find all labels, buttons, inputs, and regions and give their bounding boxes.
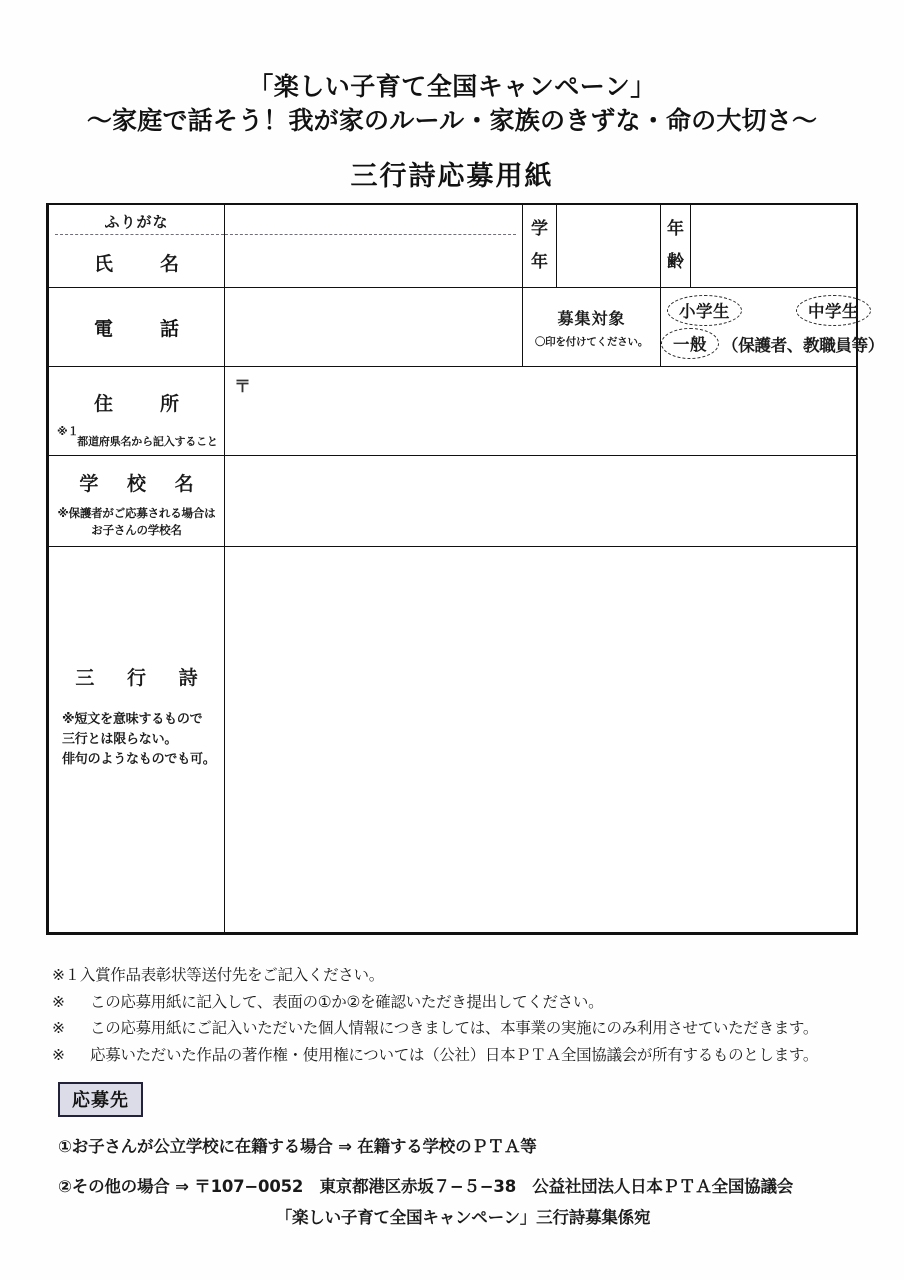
destination-option-2: ②その他の場合 ⇒ 〒107−0052 東京都港区赤坂７−５−38 公益社団法人日本ＰＴＡ全国協議会 [58,1177,794,1196]
grade-label-char-1: 学 [531,218,548,239]
table-row-name [49,205,857,288]
footnote-mark: ※１ [52,966,80,984]
destination-option-1: ①お子さんが公立学校に在籍する場合 ⇒ 在籍する学校のＰＴＡ等 [58,1137,537,1156]
target-option-juniorhigh[interactable]: 中学生 [796,295,871,326]
target-note: 〇印を付けてください。 [534,335,649,348]
name-label: 氏 名 [93,253,193,275]
address-note: 都道府県名から記入すること [77,435,218,448]
footnote-text: 入賞作品表彰状等送付先をご記入ください。 [79,966,384,984]
address-footnote-mark: ※１ [57,425,79,438]
target-options-cell [661,288,885,367]
age-label-cell [661,205,691,288]
target-option-elementary[interactable]: 小学生 [667,295,742,326]
target-option-general-suffix: （保護者、教職員等） [722,335,885,355]
school-note-line-2: お子さんの学校名 [91,523,182,537]
postal-code-icon: 〒 [234,377,251,397]
footnote-text: 応募いただいた作品の著作権・使用権については（公社）日本ＰＴＡ全国協議会が所有するものとします。 [90,1045,819,1064]
target-options-row-2 [661,327,885,360]
destination-section [58,1082,878,1228]
poem-note-line-2: 三行とは限らない。 [62,732,178,748]
target-options-row-1 [661,294,859,327]
name-label-cell [49,205,225,288]
school-input-cell[interactable] [225,456,857,547]
destination-badge: 応募先 [58,1082,143,1117]
poem-input-cell[interactable] [225,547,857,933]
poem-label: 三 行 詩 [75,667,211,689]
furigana-divider-left [55,234,224,235]
campaign-title-line2: 〜家庭で話そう！我が家のルール・家族のきずな・命の大切さ〜 [86,105,818,135]
school-note [49,505,224,538]
poem-label-cell [49,547,225,933]
page-title: 三行詩応募用紙 [350,160,554,192]
age-label-char-2: 齢 [667,252,684,272]
footnote-item [52,1045,872,1064]
table-row-telephone [49,288,857,367]
footnote-mark: ※ [52,1045,65,1064]
address-label-cell [49,367,225,456]
school-note-line-1: ※保護者がご応募される場合は [57,506,216,521]
school-label: 学 校 名 [79,473,205,496]
footnote-item [52,1021,872,1037]
target-label-cell [523,288,661,367]
footnote-item [52,992,872,1011]
application-form-table [46,203,885,935]
table-row-poem [49,547,857,933]
poem-note-line-1: ※短文を意味するもので [62,712,203,727]
telephone-input-cell[interactable] [225,288,523,367]
table-row-address [49,367,857,456]
footnote-text: この応募用紙にご記入いただいた個人情報につきましては、本事業の実施にのみ利用させていただきます。 [90,1019,819,1037]
footnote-mark: ※ [52,992,65,1011]
grade-label-char-2: 年 [531,252,548,272]
telephone-label: 電 話 [49,288,225,367]
target-label: 募集対象 [557,308,626,328]
address-label: 住 所 [93,393,193,415]
target-option-general[interactable]: 一般 [661,328,719,359]
footnote-text: この応募用紙に記入して、表面の①か②を確認いただき提出してください。 [90,992,604,1011]
footnote-item [52,968,872,984]
age-input-cell[interactable] [691,205,857,288]
footnotes [52,968,872,1074]
furigana-label: ふりがな [104,213,169,231]
address-input-cell[interactable] [225,367,857,456]
table-row-school [49,456,857,547]
page-header [0,70,904,193]
campaign-title-line1: 「楽しい子育て全国キャンペーン」 [248,72,656,101]
school-label-cell [49,456,225,547]
age-label-char-1: 年 [667,218,684,239]
furigana-divider-right [225,234,516,235]
footnote-mark: ※ [52,1019,65,1037]
grade-input-cell[interactable] [557,205,661,288]
destination-option-2-continued: 「楽しい子育て全国キャンペーン」三行詩募集係宛 [275,1208,651,1227]
poem-note-line-3: 俳句のようなものでも可。 [62,752,216,768]
name-input-cell[interactable] [225,205,523,288]
poem-note [62,710,216,770]
grade-label-cell [523,205,557,288]
